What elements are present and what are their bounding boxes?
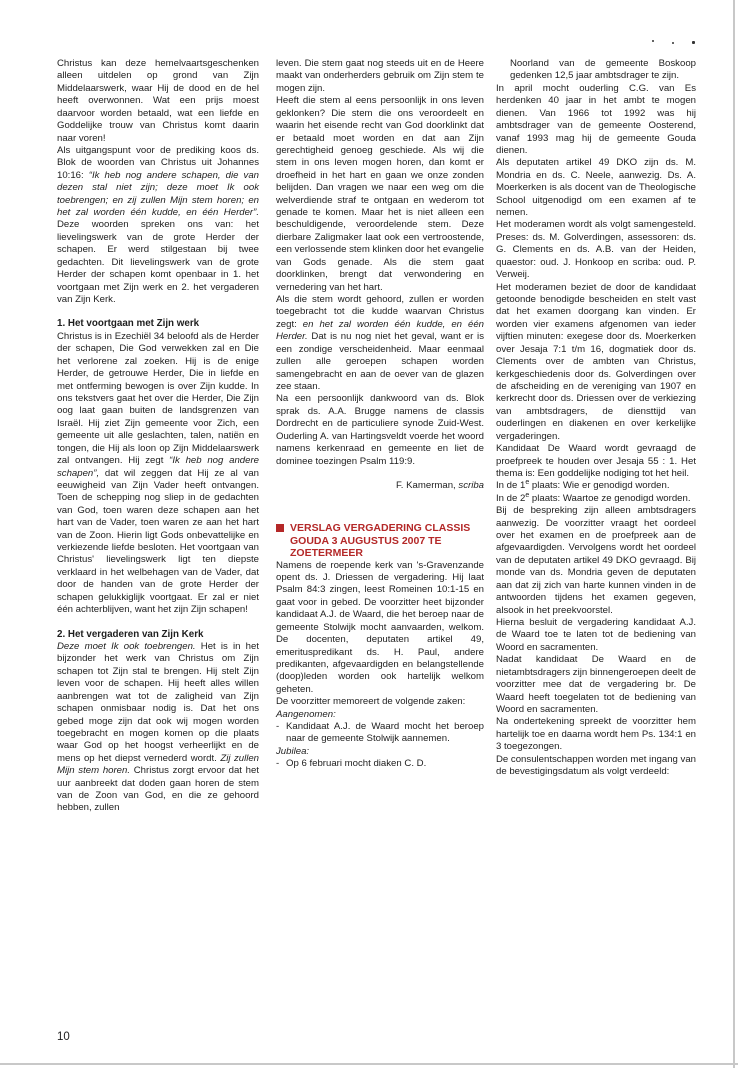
paragraph: Kandidaat De Waard wordt gevraagd de proefpreek te houden over Jesaja 55 : 1. Het thema is: Een goddelijke nodiging tot het heil. bbox=[496, 443, 696, 479]
paragraph: Het moderamen beziet de door de kandidaat getoonde benodigde bescheiden en stelt vast dat het examen doorgang kan vinden. Er worden vier examens afgenomen van ieder vijftien minuten: exegese door ds. Moerkerken over Jesaja 7:1 t/m 16, dogmatiek door ds. Clements over de ambten van Christus, kerkgeschiedenis door ds. Golverdingen over de afscheiding en de vereniging van 1907 en kerkrecht door ds. Driessen over de verkiezing van ambtsdragers, de diensttijd van ouderlingen en diakenen en over kerkelijke vergaderingen. bbox=[496, 281, 696, 442]
signature bbox=[276, 480, 484, 492]
paragraph: De voorzitter memoreert de volgende zaken: bbox=[276, 696, 466, 708]
paragraph: Heeft die stem al eens persoonlijk in ons leven geklonken? Die stem die ons veroordeelt en waarin het eisende recht van God doorklinkt dat er betaald moet worden en dat aan Zijn gerechtigheid genoeg geschiede. Als wij die stem in ons leven mogen horen, dan komt er droefheid in het hart en gaan we onze zonden belijden. Dan vragen we naar een weg om die welverdiende straf te ontgaan en wederom tot genade te komen. Maar het is niet alleen een beschuldigende, veroordelende stem. Deze dierbare Zaligmaker laat ook een vertroostende, een verlossende stem klinken door het evangelie van Gods genade. Als die stem gaat doorklinken, brengt dat verwondering en vernedering van het hart. bbox=[276, 95, 484, 293]
paragraph bbox=[57, 641, 259, 815]
superscript: e bbox=[525, 491, 530, 499]
subheading: 2. Het vergaderen van Zijn Kerk bbox=[57, 628, 204, 640]
paragraph-text: Dat is nu nog niet het geval, want er is een zondige verscheidenheid. Maar eenmaal zullen alle geroepen schapen worden samengebracht en aan de oever van de glazen zee staan. bbox=[276, 331, 484, 392]
paragraph-text: Deze woorden spreken ons van: het lievelingswerk van de grote Herder der schapen. Er werd stilgestaan bij twee gedachten. Dit lievelingswerk van de grote Herder der schapen komt openbaar in 1. het voortgaan met Zijn werk en 2. het vergaderen van Zijn Kerk. bbox=[57, 219, 259, 306]
paragraph-text: plaats: Wie er genodigd worden. bbox=[529, 480, 670, 492]
list-item-text: Op 6 februari mocht diaken C. D. bbox=[286, 758, 427, 770]
paragraph: Hierna besluit de vergadering kandidaat A.J. de Waard toe te laten tot de bediening van Woord en sacramenten. bbox=[496, 616, 696, 653]
list-label bbox=[276, 746, 484, 758]
paragraph: Namens de roepende kerk van 's-Gravenzande opent ds. J. Driessen de vergadering. Hij laat Psalm 84:3 zingen, leest Romeinen 10:1-15 en gaat voor in gebed. De voorzitter heet bijzonder kandidaat A.J. de Waard, die het beroep naar de gemeente Stolwijk mocht aanvaarden, welkom. De docenten, deputaten artikel 49, emerituspredikant ds. H. Paul, andere predikanten, afgevaardigden en belangstellende (doop)leden worden ook hartelijk welkom geheten. bbox=[276, 559, 484, 695]
paragraph: Het moderamen wordt als volgt samengesteld. Preses: ds. M. Golverdingen, assessoren: ds. G. Clements en ds. A.B. van der Heiden, quaestor: oud. J. Honkoop en scriba: oud. P. Verweij. bbox=[496, 219, 696, 281]
bible-quote: Deze moet Ik ook toebrengen. bbox=[57, 640, 196, 652]
paragraph: Nadat kandidaat De Waard en de nietambtsdragers zijn binnengeroepen deelt de voorzitter mee dat de vergadering br. De Waard heeft toegelaten tot de bediening van Woord en sacramenten. bbox=[496, 654, 697, 715]
bible-quote: “Ik heb nog andere schapen, die van dezen stal niet zijn; deze moet Ik ook toebrengen; en zij zullen Mijn stem horen; en het zal worden één kudde, en één Herder”. bbox=[57, 169, 260, 219]
paragraph: leven. Die stem gaat nog steeds uit en de Heere maakt van onderherders gebruik om Zijn stem te mogen zijn. bbox=[276, 58, 484, 94]
section-title-text: VERSLAG VERGADERING CLASSIS GOUDA 3 AUGUSTUS 2007 TE ZOETERMEER bbox=[290, 522, 471, 560]
paragraph bbox=[276, 294, 484, 393]
bible-quote: “Ik heb nog andere schapen”, bbox=[57, 455, 259, 479]
list-label-text: Aangenomen: bbox=[276, 708, 336, 720]
paragraph-text: plaats: Waartoe ze genodigd worden. bbox=[529, 492, 691, 504]
section-marker-icon bbox=[276, 524, 284, 532]
list-label-text: Jubilea: bbox=[276, 745, 310, 757]
signature-role: scriba bbox=[458, 479, 484, 491]
superscript: e bbox=[525, 479, 530, 487]
scan-edge-bottom bbox=[0, 1063, 738, 1065]
subheading: 1. Het voortgaan met Zijn werk bbox=[57, 318, 200, 330]
bible-quote: Zij zullen Mijn stem horen. bbox=[57, 752, 260, 777]
paragraph: Als deputaten artikel 49 DKO zijn ds. M. Mondria en ds. C. Neele, aanwezig. Ds. A. Moerkerken is als docent van de Theologische School uitgenodigd om een examen af te nemen. bbox=[496, 157, 696, 219]
list-item: - Op 6 februari mocht diaken C. D. bbox=[276, 758, 484, 770]
paragraph-text: In de 1 bbox=[496, 480, 526, 492]
paragraph bbox=[496, 493, 696, 505]
paragraph: Noorland van de gemeente Boskoop gedenken 12,5 jaar ambtsdrager te zijn. bbox=[510, 58, 696, 82]
paragraph: Na ondertekening spreekt de voorzitter hem hartelijk toe en daarna wordt hem Ps. 134:1 en 3 toegezongen. bbox=[496, 716, 696, 753]
paragraph-text: Christus is in Ezechiël 34 beloofd als de Herder der schapen, Die God verwekken zal en Die het verlorene zal zoeken. Hij is de enige Herder, de getrouwe Herder, Die in liefde en met ontferming bewogen is over Zijn kudde. In ons tekstvers gaat het over die Herder, Die Zijn oog laat gaan buiten de landsgrenzen van Israël. Hij ziet Zijn gemeente voor Zich, een gemeente uit alle geslachten, talen, natiën en tongen, die Hij als loon op Zijn Middelaarswerk zal ontvangen. Hij zegt bbox=[57, 330, 259, 467]
column-3 bbox=[496, 58, 696, 778]
paragraph-text: In de 2 bbox=[496, 492, 526, 504]
list-item: - Kandidaat A.J. de Waard mocht het beroep naar de gemeente Stolwijk aannemen. bbox=[276, 721, 484, 745]
bible-quote: en het zal worden één kudde, en één Herder. bbox=[276, 318, 484, 343]
paragraph: Na een persoonlijk dankwoord van ds. Blok sprak ds. A.A. Brugge namens de classis Dordrecht en de particuliere synode Zuid-West. Ouderling A. van Hartingsveldt voerde het woord namens kerkenraad en gemeente en liet de dominee toezingen Psalm 119:9. bbox=[276, 393, 484, 467]
paragraph: In april mocht ouderling C.G. van Es herdenken 40 jaar in het ambt te mogen dienen. Van 1966 tot 1992 was hij ambtsdrager van de gemeente Oosterend, vanaf 1993 mag hij de gemeente Gouda dienen. bbox=[496, 82, 696, 156]
signature-name: F. Kamerman, bbox=[396, 479, 456, 491]
page-number: 10 bbox=[57, 1031, 70, 1043]
scan-specks bbox=[646, 38, 706, 48]
paragraph bbox=[57, 331, 259, 617]
paragraph bbox=[57, 145, 259, 306]
scan-edge-right bbox=[733, 0, 735, 1068]
paragraph-text: Christus zorgt ervoor dat het uur aanbreekt dat doden gaan horen de stem van de Zoon van God, en die ze gehoord hebben, zullen bbox=[57, 765, 259, 814]
paragraph-text: Als uitgangspunt voor de prediking koos ds. Blok de woorden van Christus uit Johannes 10:16: bbox=[57, 144, 259, 181]
paragraph: Bij de bespreking zijn alleen ambtsdragers aanwezig. De voorzitter vraagt het oordeel over het examen en de proefpreek aan de afgevaardigden. Vervolgens wordt het oordeel van de deputaten artikel 49 DKO gevraagd. Bij monde van ds. Mondria geven de deputaten aan dat zij zich van harte kunnen vinden in de antwoorden tijdens het examen gegeven, alsook in het preekvoorstel. bbox=[496, 505, 696, 616]
paragraph-text: Het is in het bijzonder het werk van Christus om Zijn schapen tot Zijn stal te brengen. Hij stelt Zijn leven voor de schapen. Hij heeft alles willen aanbrengen wat tot de zaligheid van Zijn schapen onmisbaar nodig is. Dat het ons gebed moge zijn dat ook wij mogen worden toegebracht en mogen komen op die plaats waar God op het hoogst verheerlijkt en de mens op het diepst vernederd wordt. bbox=[57, 640, 260, 764]
list-label bbox=[276, 709, 484, 721]
list-item-text: Kandidaat A.J. de Waard mocht het beroep naar de gemeente Stolwijk aannemen. bbox=[286, 721, 484, 745]
paragraph-text: Als die stem wordt gehoord, zullen er worden toegebracht tot die kudde waarvan Christus zegt: bbox=[276, 294, 484, 330]
paragraph: De consulentschappen worden met ingang van de bevestigingsdatum als volgt verdeeld: bbox=[496, 753, 697, 778]
paragraph: Christus kan deze hemelvaartsgeschenken alleen uitdelen op grond van Zijn Middelaarswerk, waar Hij de dood en de hel heeft overwonnen. Wat een prijs moest daarvoor worden betaald, wat een liefde en Goddelijke trouw van Christus komt daarin naar voren! bbox=[57, 58, 259, 144]
column-2 bbox=[276, 58, 484, 771]
section-title bbox=[276, 522, 484, 559]
column-1 bbox=[57, 58, 259, 815]
paragraph-text: dat wil zeggen dat Hij ze al van eeuwigheid van Zijn Vader heeft ontvangen. Toen de schepping nog sliep in de gedachten van God, toen waren deze schapen aan het hart van de Vader, toen waren ze aan het hart van de Zoon. Hierin ligt Gods onbevattelijke en verkiezende liefde besloten. Het voortgaan van Christus' lievelingswerk ligt ten diepste verklaard in het welbehagen van de Vader, dat door de handen van de grote Herder der schapen gelukkiglijk voortgaat. Er zal er niet één achterblijven, want het zijn Zijn schapen! bbox=[57, 467, 259, 616]
